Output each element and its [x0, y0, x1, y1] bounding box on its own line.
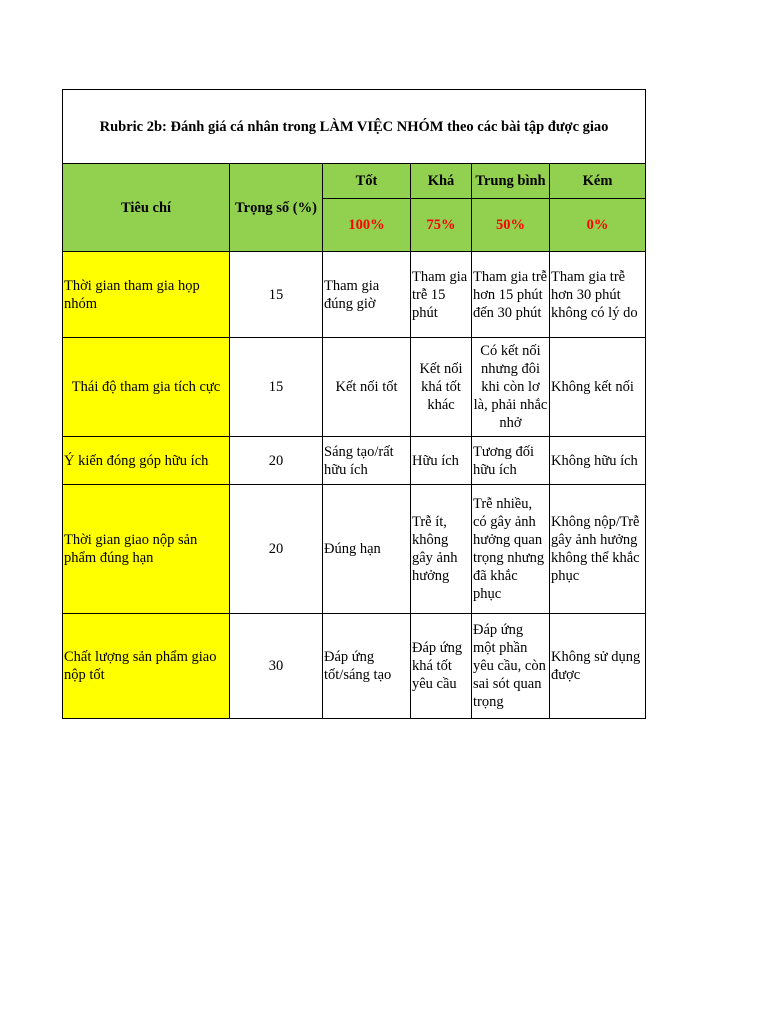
- weight-cell: 20: [230, 485, 323, 614]
- level-average-cell: Tham gia trễ hơn 15 phút đến 30 phút: [472, 252, 550, 338]
- header-criteria: Tiêu chí: [63, 164, 230, 252]
- level-average-cell: Trễ nhiều, có gây ảnh hưởng quan trọng nhưng đã khắc phục: [472, 485, 550, 614]
- rubric-title: Rubric 2b: Đánh giá cá nhân trong LÀM VIỆC NHÓM theo các bài tập được giao: [63, 90, 646, 164]
- weight-cell: 15: [230, 338, 323, 437]
- level-poor-cell: Không sử dụng được: [550, 614, 646, 719]
- criteria-cell: Thời gian giao nộp sản phẩm đúng hạn: [63, 485, 230, 614]
- criteria-cell: Ý kiến đóng góp hữu ích: [63, 437, 230, 485]
- table-row: [63, 338, 646, 437]
- level-fair-cell: Hữu ích: [411, 437, 472, 485]
- level-poor-cell: Không kết nối: [550, 338, 646, 437]
- level-poor-cell: Không nộp/Trễ gây ảnh hưởng không thể khắc phục: [550, 485, 646, 614]
- level-average-cell: Có kết nối nhưng đôi khi còn lơ là, phải nhắc nhở: [472, 338, 550, 437]
- header-percent-average: 50%: [472, 199, 550, 252]
- weight-cell: 15: [230, 252, 323, 338]
- level-fair-cell: Kết nối khá tốt khác: [411, 338, 472, 437]
- header-level-good: Tốt: [323, 164, 411, 199]
- rubric-table: [62, 89, 646, 719]
- header-percent-good: 100%: [323, 199, 411, 252]
- weight-cell: 30: [230, 614, 323, 719]
- header-weight: Trọng số (%): [230, 164, 323, 252]
- table-row: [63, 485, 646, 614]
- level-good-cell: Đúng hạn: [323, 485, 411, 614]
- header-level-fair: Khá: [411, 164, 472, 199]
- level-average-cell: Tương đối hữu ích: [472, 437, 550, 485]
- criteria-cell: Thái độ tham gia tích cực: [63, 338, 230, 437]
- weight-cell: 20: [230, 437, 323, 485]
- header-level-poor: Kém: [550, 164, 646, 199]
- table-row: [63, 437, 646, 485]
- level-good-cell: Kết nối tốt: [323, 338, 411, 437]
- criteria-cell: Thời gian tham gia họp nhóm: [63, 252, 230, 338]
- level-poor-cell: Không hữu ích: [550, 437, 646, 485]
- header-level-average: Trung bình: [472, 164, 550, 199]
- level-poor-cell: Tham gia trễ hơn 30 phút không có lý do: [550, 252, 646, 338]
- level-fair-cell: Trễ ít, không gây ảnh hưởng: [411, 485, 472, 614]
- table-row: [63, 252, 646, 338]
- criteria-cell: Chất lượng sản phẩm giao nộp tốt: [63, 614, 230, 719]
- level-good-cell: Sáng tạo/rất hữu ích: [323, 437, 411, 485]
- header-percent-poor: 0%: [550, 199, 646, 252]
- level-fair-cell: Đáp ứng khá tốt yêu cầu: [411, 614, 472, 719]
- level-good-cell: Đáp ứng tốt/sáng tạo: [323, 614, 411, 719]
- level-fair-cell: Tham gia trễ 15 phút: [411, 252, 472, 338]
- header-percent-fair: 75%: [411, 199, 472, 252]
- table-row: [63, 614, 646, 719]
- level-average-cell: Đáp ứng một phần yêu cầu, còn sai sót quan trọng: [472, 614, 550, 719]
- level-good-cell: Tham gia đúng giờ: [323, 252, 411, 338]
